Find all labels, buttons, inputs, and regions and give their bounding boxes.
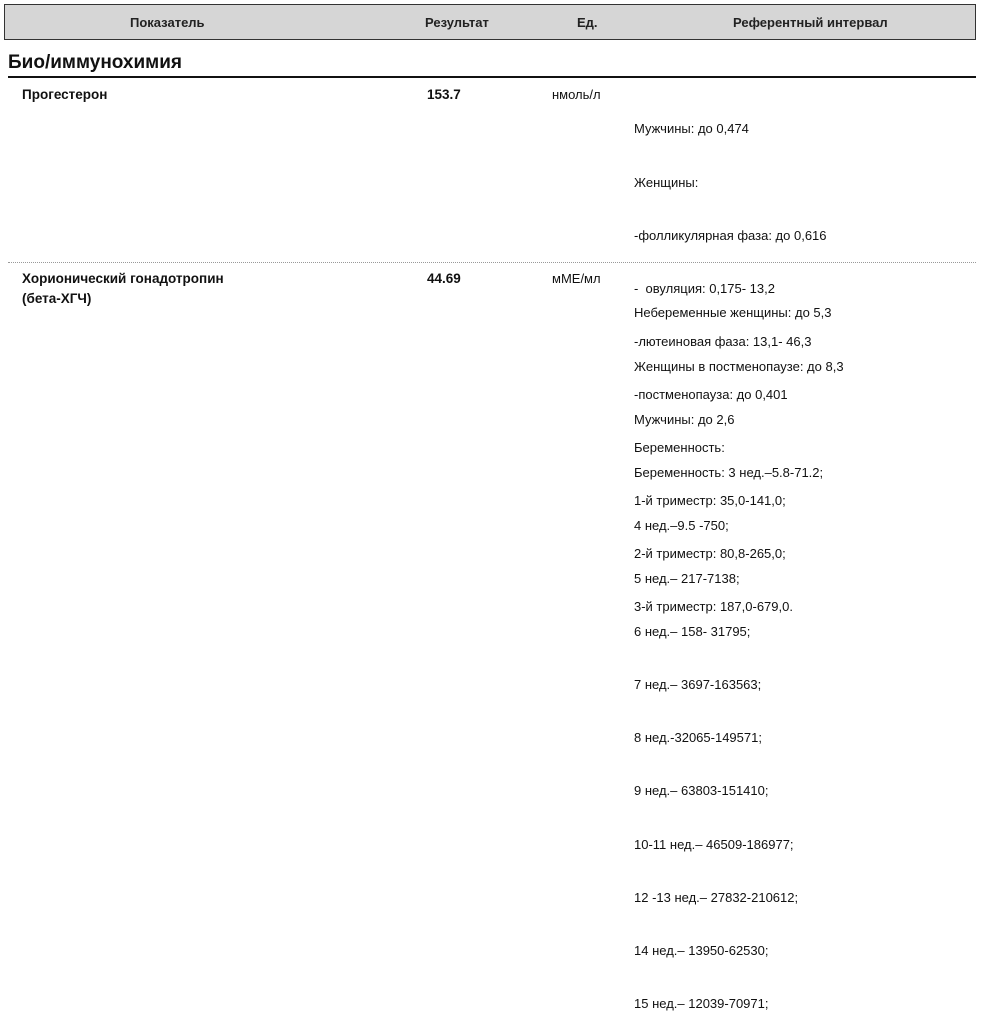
result-value: 153.7 — [427, 87, 461, 102]
section-title: Био/иммунохимия — [8, 52, 183, 73]
indicator-name-line: (бета-ХГЧ) — [22, 291, 92, 306]
reference-line: 8 нед.-32065-149571; — [634, 730, 762, 746]
reference-line: Беременность: — [634, 440, 725, 456]
reference-line: 3-й триместр: 187,0-679,0. — [634, 599, 793, 615]
header-indicator: Показатель — [130, 15, 205, 30]
indicator-name-line: Прогестерон — [22, 87, 108, 102]
reference-line: 2-й триместр: 80,8-265,0; — [634, 546, 786, 562]
table-header — [4, 4, 976, 40]
unit-value: мМЕ/мл — [552, 271, 601, 286]
reference-line: Небеременные женщины: до 5,3 — [634, 305, 832, 321]
reference-line: 14 нед.– 13950-62530; — [634, 942, 769, 958]
indicator-name-line: Хорионический гонадотропин — [22, 271, 224, 286]
reference-line: 6 нед.– 158- 31795; — [634, 624, 751, 640]
indicator-name — [22, 85, 402, 105]
reference-line: 15 нед.– 12039-70971; — [634, 995, 769, 1011]
reference-line: -лютеиновая фаза: 13,1- 46,3 — [634, 333, 812, 349]
reference-line: 10-11 нед.– 46509-186977; — [634, 836, 794, 852]
reference-line: 4 нед.–9.5 -750; — [634, 517, 729, 533]
reference-line: 1-й триместр: 35,0-141,0; — [634, 493, 786, 509]
indicator-name — [22, 269, 402, 309]
reference-line: 12 -13 нед.– 27832-210612; — [634, 889, 799, 905]
reference-line: - овуляция: 0,175- 13,2 — [634, 280, 775, 296]
reference-line: Беременность: 3 нед.–5.8-71.2; — [634, 464, 824, 480]
unit-value: нмоль/л — [552, 87, 601, 102]
reference-line: Женщины в постменопаузе: до 8,3 — [634, 358, 844, 374]
reference-line: 5 нед.– 217-7138; — [634, 570, 740, 586]
reference-line: -фолликулярная фаза: до 0,616 — [634, 227, 827, 243]
header-reference: Референтный интервал — [733, 15, 888, 30]
reference-interval — [634, 269, 974, 1024]
result-value: 44.69 — [427, 271, 461, 286]
reference-line: Женщины: — [634, 174, 699, 190]
reference-line: Мужчины: до 2,6 — [634, 411, 735, 427]
reference-line: -постменопауза: до 0,401 — [634, 386, 788, 402]
row-divider — [8, 262, 976, 263]
reference-line: 9 нед.– 63803-151410; — [634, 783, 769, 799]
section-divider — [8, 76, 976, 78]
header-unit: Ед. — [577, 15, 598, 30]
reference-line: Мужчины: до 0,474 — [634, 121, 749, 137]
reference-line: 7 нед.– 3697-163563; — [634, 677, 762, 693]
header-result: Результат — [425, 15, 489, 30]
